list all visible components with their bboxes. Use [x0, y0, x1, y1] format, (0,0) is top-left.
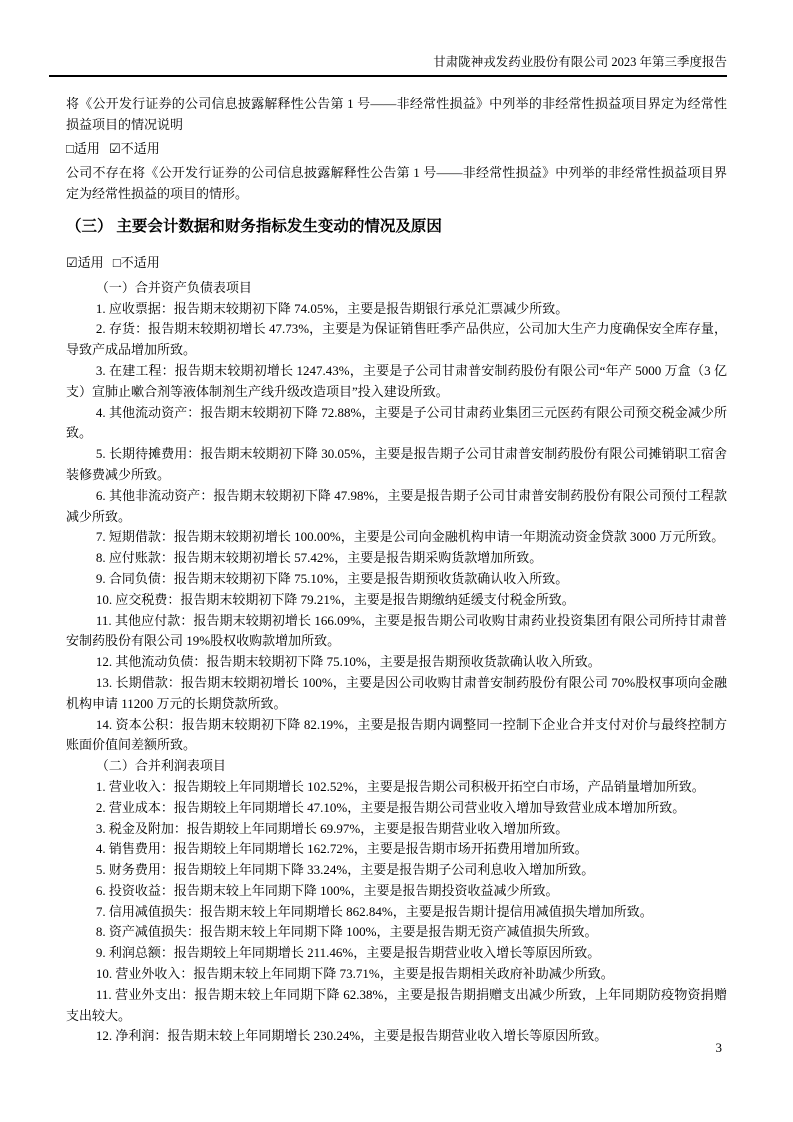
list-item: 11. 营业外支出：报告期末较上年同期下降 62.38%，主要是报告期捐赠支出减少所致，上年同期防疫物资捐赠支出较大。 — [66, 986, 727, 1023]
list-item: 5. 长期待摊费用：报告期末较期初下降 30.05%，主要是报告期子公司甘肃普安制药股份有限公司摊销职工宿舍装修费减少所致。 — [66, 446, 727, 482]
balance-sheet-subsection — [66, 278, 727, 756]
list-item: 3. 在建工程：报告期末较期初增长 1247.43%，主要是子公司甘肃普安制药股份有限公司“年产 5000 万盒（3 亿支）宣肺止嗽合剂等液体制剂生产线升级改造项目”投入建设所致。 — [66, 362, 727, 399]
applicable-checkbox-unchecked-icon: □适用 — [66, 141, 100, 157]
list-item: 8. 资产减值损失：报告期末较上年同期下降 100%，主要是报告期无资产减值损失所致。 — [95, 924, 598, 940]
list-item: 2. 营业成本：报告期较上年同期增长 47.10%，主要是报告期公司营业收入增加导致营业成本增加所致。 — [95, 799, 686, 815]
applicable-checkbox-checked-icon: ☑适用 — [66, 254, 104, 270]
preamble-explanation: 公司不存在将《公开发行证券的公司信息披露解释性公告第 1 号——非经常性损益》中列举的非经常性损益项目界定为经常性损益的项目的情形。 — [66, 165, 727, 202]
list-item: 10. 营业外收入：报告期末较上年同期下降 73.71%，主要是报告期相关政府补助减少所致。 — [95, 966, 614, 982]
list-item: 3. 税金及附加：报告期较上年同期增长 69.97%，主要是报告期营业收入增加所致。 — [95, 820, 569, 836]
report-title: 甘肃陇神戎发药业股份有限公司 2023 年第三季度报告 — [433, 55, 727, 69]
section-title: （三） 主要会计数据和财务指标发生变动的情况及原因 — [66, 217, 442, 235]
list-item: 4. 销售费用：报告期较上年同期增长 162.72%，主要是报告期市场开拓费用增加所致。 — [95, 841, 588, 857]
not-applicable-checkbox-checked-icon: ☑不适用 — [109, 141, 160, 157]
list-item: 6. 投资收益：报告期末较上年同期下降 100%，主要是报告期投资收益减少所致。 — [95, 882, 559, 898]
not-applicable-checkbox-unchecked-icon: □不适用 — [112, 254, 160, 270]
preamble-statement: 将《公开发行证券的公司信息披露解释性公告第 1 号——非经常性损益》中列举的非经常性损益项目界定为经常性损益项目的情况说明 — [66, 96, 727, 132]
list-item: 10. 应交税费：报告期末较期初下降 79.21%，主要是报告期缴纳延缓支付税金所致。 — [95, 591, 575, 607]
page-footer — [716, 1038, 723, 1058]
income-statement-subsection — [66, 756, 727, 1047]
list-item: 1. 应收票据：报告期末较期初下降 74.05%，主要是报告期银行承兑汇票减少所致。 — [95, 300, 569, 316]
list-item: 7. 短期借款：报告期末较期初增长 100.00%，主要是公司向金融机构申请一年期流动资金贷款 3000 万元所致。 — [95, 529, 725, 545]
list-item: 13. 长期借款：报告期末较期初增长 100%，主要是因公司收购甘肃普安制药股份有限公司 70%股权事项向金融机构申请 11200 万元的长期贷款所致。 — [66, 674, 727, 711]
preamble-section — [66, 94, 727, 205]
list-item: 12. 净利润：报告期末较上年同期增长 230.24%，主要是报告期营业收入增长等原因所致。 — [95, 1028, 608, 1044]
list-item: 6. 其他非流动资产：报告期末较期初下降 47.98%，主要是报告期子公司甘肃普安制药股份有限公司预付工程款减少所致。 — [66, 487, 727, 524]
page-number: 3 — [715, 1040, 722, 1055]
list-item: 14. 资本公积：报告期末较期初下降 82.19%，主要是报告期内调整同一控制下企业合并支付对价与最终控制方账面价值间差额所致。 — [66, 716, 727, 753]
list-item: 7. 信用减值损失：报告期末较上年同期增长 862.84%，主要是报告期计提信用减值损失增加所致。 — [95, 903, 653, 919]
preamble-applicability-line — [66, 139, 727, 160]
list-item: 5. 财务费用：报告期较上年同期下降 33.24%，主要是报告期子公司利息收入增加所致。 — [95, 862, 595, 878]
page-content — [66, 94, 727, 1047]
balance-sheet-subtitle: （一）合并资产负债表项目 — [95, 279, 252, 295]
list-item: 1. 营业收入：报告期较上年同期增长 102.52%，主要是报告期公司积极开拓空白市场，产品销量增加所致。 — [95, 778, 705, 794]
list-item: 8. 应付账款：报告期末较期初增长 57.42%，主要是报告期采购货款增加所致。 — [95, 550, 543, 566]
page-header — [49, 54, 727, 77]
list-item: 9. 合同负债：报告期末较期初下降 75.10%，主要是报告期预收货款确认收入所致。 — [95, 570, 569, 586]
list-item: 11. 其他应付款：报告期末较期初增长 166.09%，主要是报告期公司收购甘肃药业投资集团有限公司所持甘肃普安制药股份有限公司 19%股权收购款增加所致。 — [66, 612, 727, 649]
list-item: 12. 其他流动负债：报告期末较期初下降 75.10%，主要是报告期预收货款确认收入所致。 — [95, 654, 601, 670]
list-item: 9. 利润总额：报告期较上年同期增长 211.46%，主要是报告期营业收入增长等原因所致。 — [95, 945, 601, 961]
list-item: 4. 其他流动资产：报告期末较期初下降 72.88%，主要是子公司甘肃药业集团三元医药有限公司预交税金减少所致。 — [66, 404, 727, 441]
income-statement-subtitle: （二）合并利润表项目 — [95, 758, 226, 774]
list-item: 2. 存货：报告期末较期初增长 47.73%，主要是为保证销售旺季产品供应，公司加大生产力度确保安全库存量，导致产成品增加所致。 — [66, 321, 727, 358]
section-applicability-line — [66, 253, 727, 274]
